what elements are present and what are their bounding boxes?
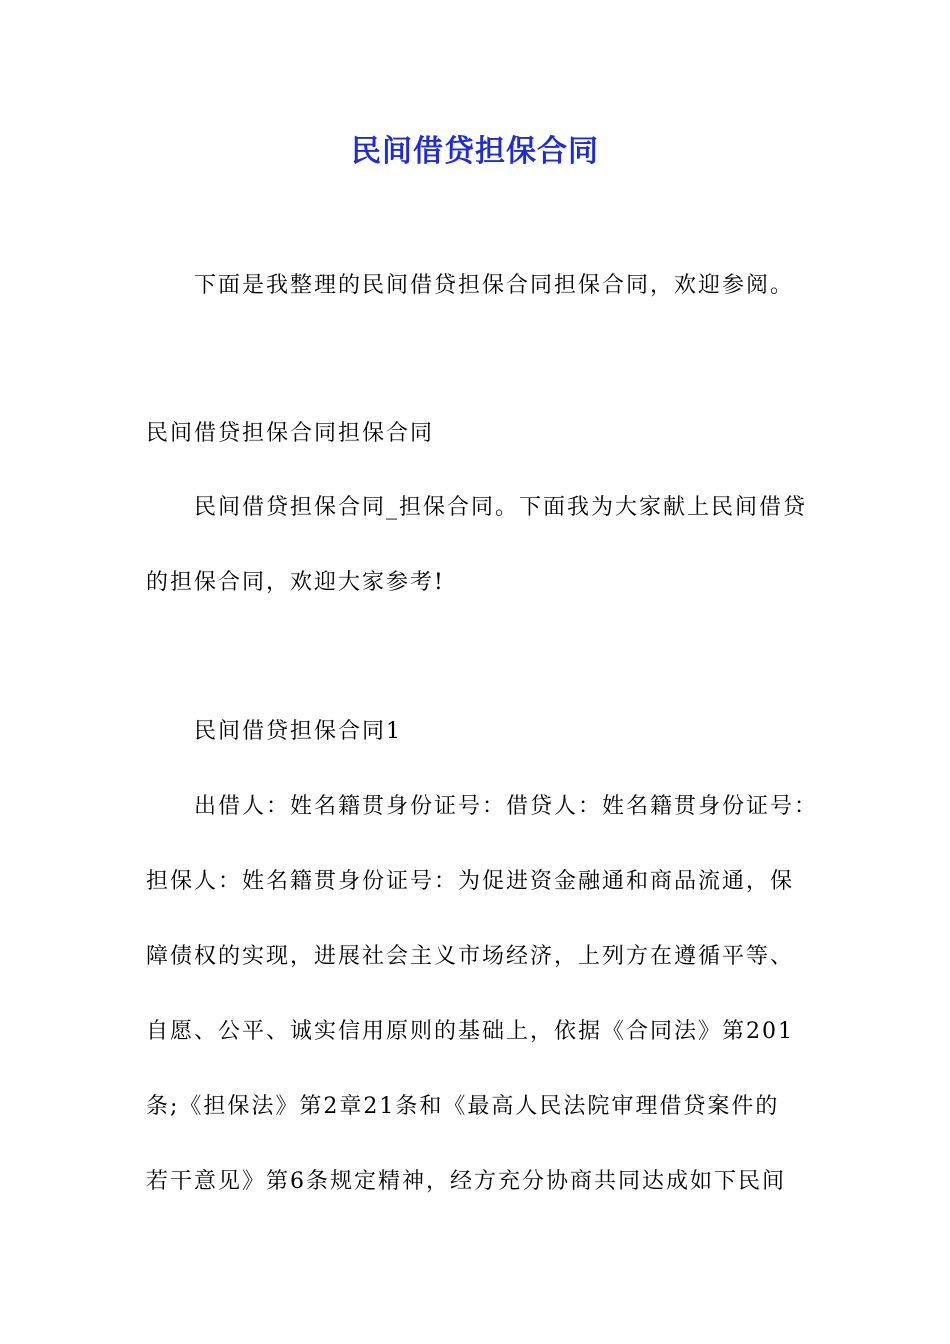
intro-line: 下面是我整理的民间借贷担保合同担保合同，欢迎参阅。 (194, 273, 795, 298)
paragraph-line: 若干意见》第6条规定精神，经方充分协商共同达成如下民间 (146, 1169, 786, 1194)
paragraph-line: 的担保合同，欢迎大家参考! (146, 570, 445, 595)
document-title: 民间借贷担保合同 (351, 134, 599, 169)
paragraph-line: 出借人：姓名籍贯身份证号：借贷人：姓名籍贯身份证号： (194, 794, 819, 819)
paragraph-line: 担保人：姓名籍贯身份证号：为促进资金融通和商品流通，保 (146, 869, 795, 894)
contract-heading: 民间借贷担保合同1 (194, 719, 402, 744)
paragraph-line: 自愿、公平、诚实信用原则的基础上，依据《合同法》第201 (146, 1019, 794, 1044)
paragraph-line: 障债权的实现，进展社会主义市场经济，上列方在遵循平等、 (146, 944, 795, 969)
paragraph-line: 民间借贷担保合同_担保合同。下面我为大家献上民间借贷 (194, 495, 808, 520)
paragraph-line: 条;《担保法》第2章21条和《最高人民法院审理借贷案件的 (146, 1094, 780, 1119)
section-heading: 民间借贷担保合同担保合同 (146, 421, 435, 446)
